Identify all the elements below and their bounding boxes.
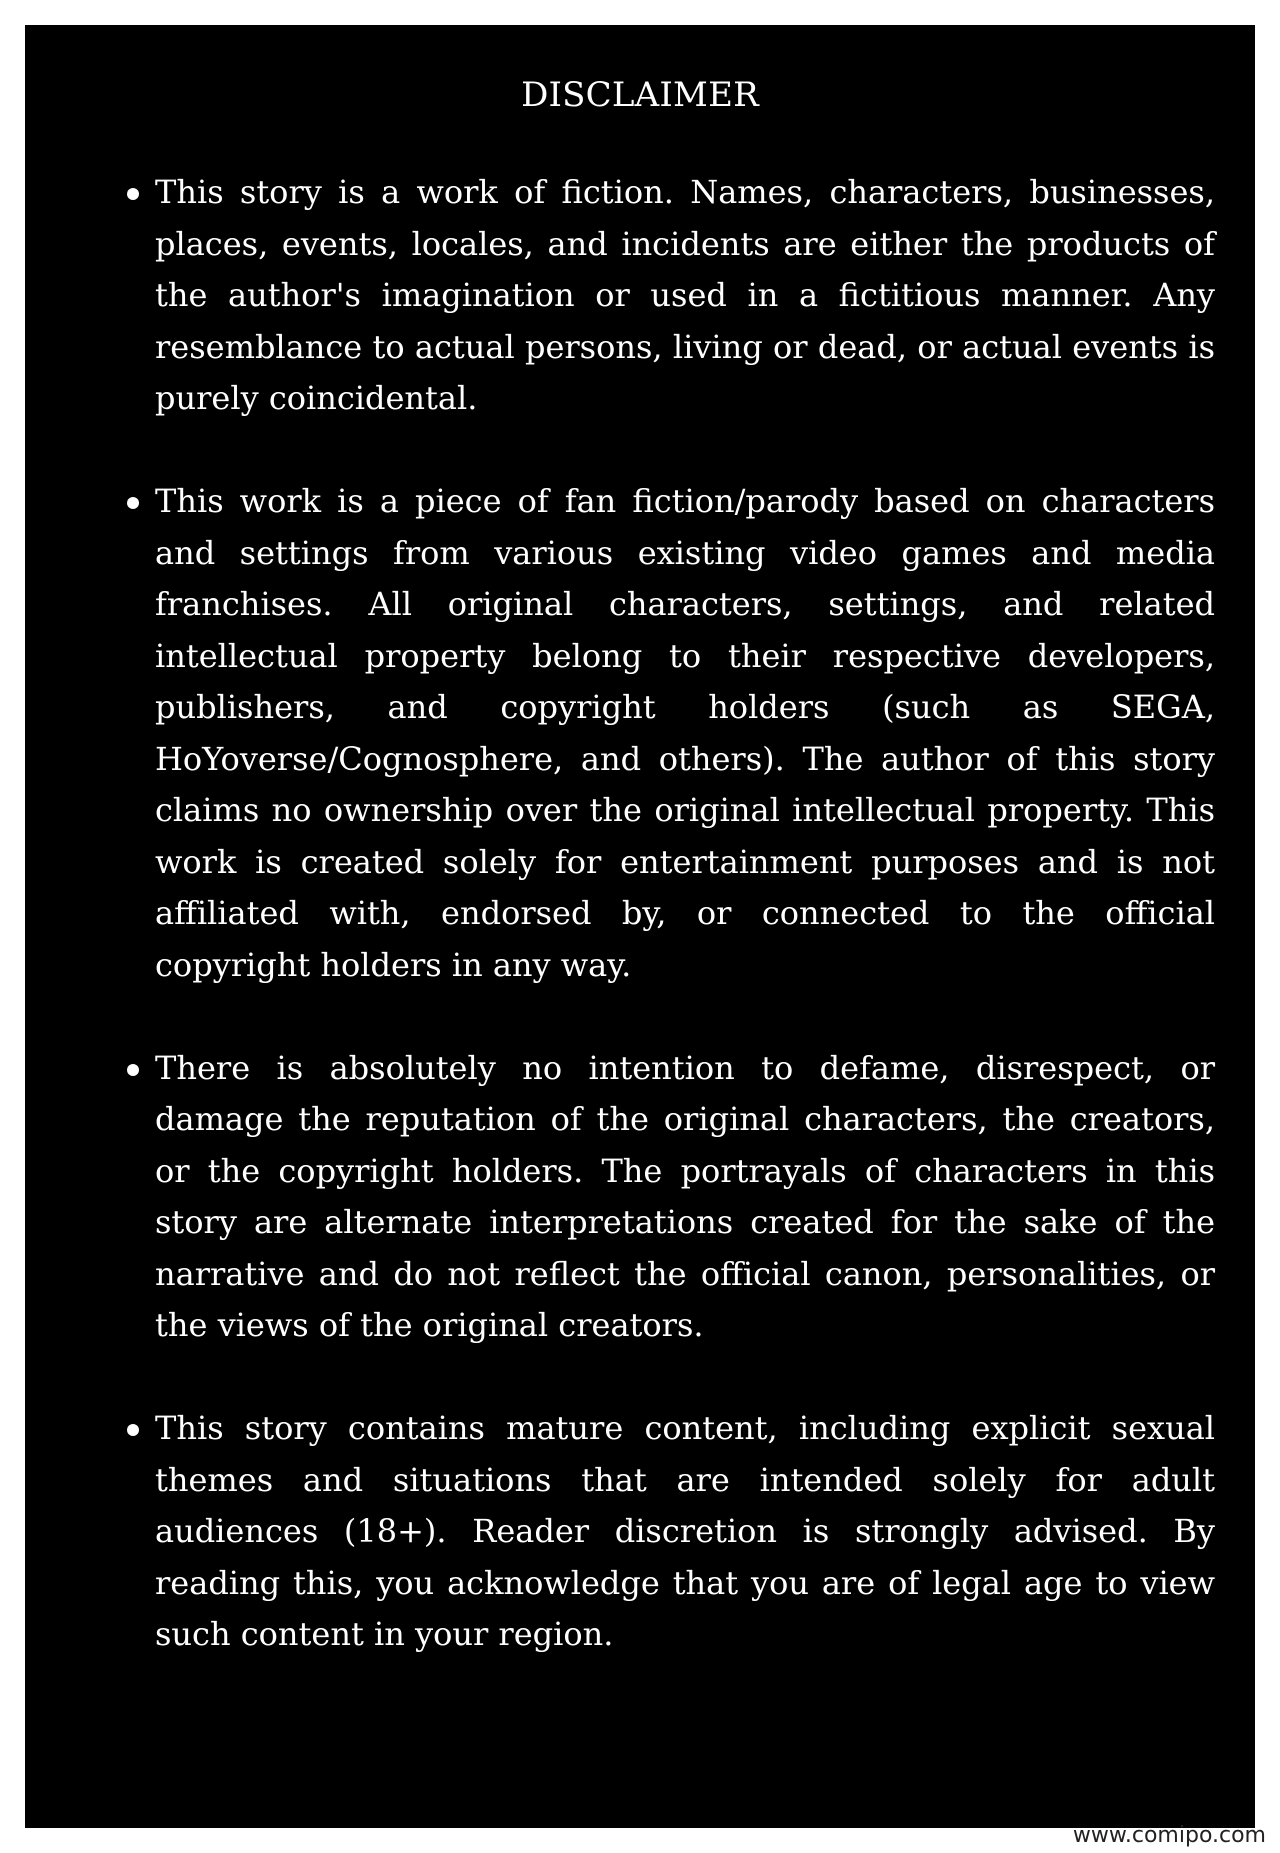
list-item [97, 1403, 1215, 1661]
list-item-text: This story contains mature content, including explicit sexual themes and situations that are intended solely for adult audiences (18+). Reader discretion is strongly advised. By reading this, you acknowledge that you are of legal age to view such content in your region. [155, 1409, 1215, 1653]
disclaimer-panel [25, 25, 1255, 1828]
bullet-icon [127, 497, 139, 509]
bullet-icon [127, 188, 139, 200]
list-item [97, 167, 1215, 425]
list-item [97, 1043, 1215, 1352]
list-item-text: This work is a piece of fan fiction/parody based on characters and settings from various existing video games and media franchises. All original characters, settings, and related intellectual property belong to their respective developers, publishers, and copyright holders (such as SEGA, HoYoverse/Cognosphere, and others). The author of this story claims no ownership over the original intellectual property. This work is created solely for entertainment purposes and is not affiliated with, endorsed by, or connected to the official copyright holders in any way. [155, 482, 1215, 984]
disclaimer-list [97, 167, 1215, 1661]
bullet-icon [127, 1424, 139, 1436]
page-title: DISCLAIMER [521, 75, 759, 115]
list-item [97, 476, 1215, 991]
bullet-icon [127, 1064, 139, 1076]
watermark: www.comipo.com [1072, 1823, 1266, 1848]
list-item-text: This story is a work of fiction. Names, characters, businesses, places, events, locales, and incidents are either the products of the author's imagination or used in a fictitious manner. Any resemblance to actual persons, living or dead, or actual events is purely coincidental. [155, 173, 1215, 417]
list-item-text: There is absolutely no intention to defame, disrespect, or damage the reputation of the original characters, the creators, or the copyright holders. The portrayals of characters in this story are alternate interpretations created for the sake of the narrative and do not reflect the official canon, personalities, or the views of the original creators. [155, 1048, 1215, 1344]
